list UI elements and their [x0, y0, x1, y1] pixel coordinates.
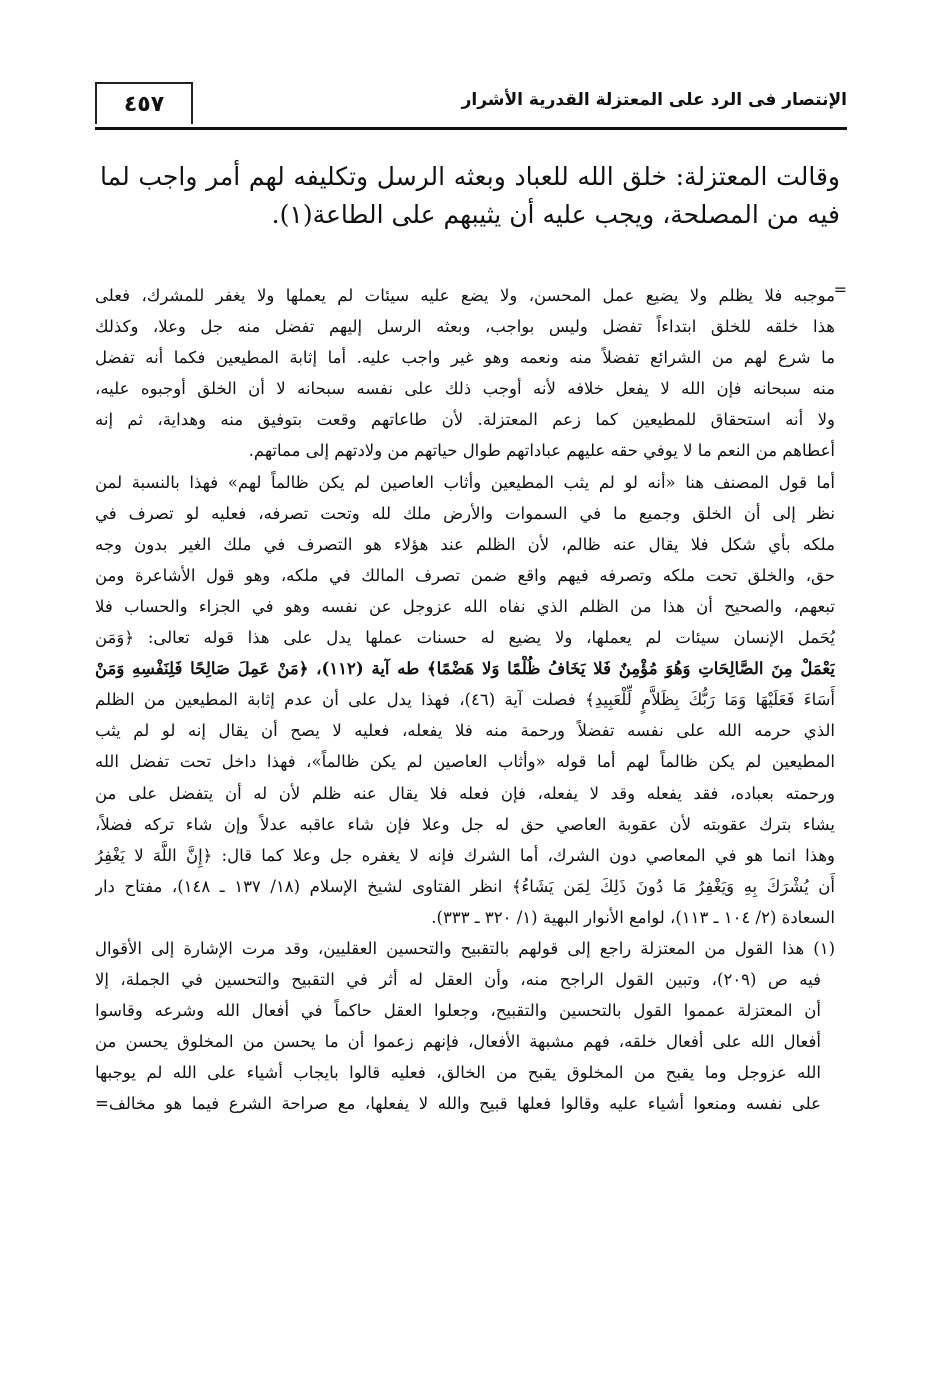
footnote-line: ورحمته بعباده، فقد يفعله وقد لا يفعله، فإن فعله فلا يقال عنه ظلم لأن له أن يتفضل على من [95, 783, 835, 803]
main-line: فيه من المصلحة، ويجب عليه أن يثيبهم على الطاعة(١). [271, 200, 840, 229]
footnote-line: أفعال الله على أفعال خلقه، فهم مشبهة الأفعال، فإنهم زعموا أن ما يحسن من المخلوق يحسن من [95, 1032, 821, 1052]
main-text [100, 158, 840, 234]
footnote-line: السعادة (٢/ ١٠٤ ـ ١١٣)، لوامع الأنوار البهية (١/ ٣٢٠ ـ ٣٣٣). [431, 907, 835, 927]
footnote-continuation [95, 280, 847, 467]
running-title: الإنتصار فى الرد على المعتزلة القدرية الأشرار [461, 90, 847, 110]
header-rule [95, 127, 847, 130]
footnote-line: ما شرع لهم من الشرائع تفضلاً منه ونعمه وهو غير واجب عليه. أما إثابة المطيعين فكما أنه تفضل [95, 348, 835, 368]
footnote-paragraph [95, 467, 835, 933]
footnote-line: على نفسه ومنعوا أشياء عليه وقالوا فعلها قبيح والله لا يفعلها، مع صراحة الشرع فيما هو مخالف= [95, 1094, 821, 1114]
footnote-line: يشاء بترك عقوبته لأن عقوبة العاصي حق له جل وعلا فإن شاء عاقبه عدلاً وإن شاء تركه فضلاً، [95, 814, 835, 834]
main-line: وقالت المعتزلة: خلق الله للعباد وبعثه الرسل وتكليفه لهم أمر واجب لما [100, 162, 840, 191]
footnote-line: (١) هذا القول من المعتزلة راجع إلى قولهم بالتقبيح والتحسين العقليين، وقد مرت الإشارة إلى الأقوال [95, 938, 835, 958]
footnote-line: أن المعتزلة عمموا القول بالتحسين والتقبيح، وجعلوا العقل حاكماً في أفعال الله وشرعه وقاسوا [95, 1001, 821, 1021]
footnote-line: موجبه فلا يظلم ولا يضيع عمل المحسن، ولا يضع عليه سيئات لم يعملها ولا يغفر للمشرك، فعلى [95, 286, 835, 305]
footnote-line: منه سبحانه فإن الله لا يفعل خلافه لأنه أوجب ذلك على نفسه سبحانه لا أن الخلق أوجبوه عليه، [95, 379, 835, 399]
footnote-line: الله عزوجل وما يقبح من المخلوق يقبح من الخالق، فعليه قالوا بايجاب أشياء على الله لم يوجبها [95, 1063, 821, 1083]
page-header [95, 82, 847, 128]
footnote-line: أَن يُشْرَكَ بِهِ وَيَغْفِرُ مَا دُونَ ذَلِكَ لِمَن يَشَاءُ﴾ انظر الفتاوى لشيخ الإسلام (١٨/ ١٣٧ ـ ١٤٨)، مفتاح دار [95, 876, 835, 896]
page-number: ٤٥٧ [95, 82, 193, 124]
footnote-line: ولا أنه استحقاق للمطيعين كما زعم المعتزلة. لأن طاعاتهم وقعت بتوفيق منه وهداية، ثم إنه [95, 410, 835, 430]
footnote-line: وهذا انما هو في المعاصي دون الشرك، أما الشرك فإنه لا يغفره جل وعلا كما قال: ﴿إِنَّ اللَّهَ لا يَغْفِرُ [95, 845, 835, 865]
footnote-line: ملكه بأي شكل فلا يقال عنه ظالم، لأن الظلم عند هؤلاء هو التصرف في ملك الغير بدون وجه [95, 534, 835, 554]
footnote-line: الذي حرمه الله على نفسه تفضلاً ورحمة منه فلا يفعله، فعليه لا يصح أن يقال إنه لو لم يثب [95, 721, 835, 741]
footnote-line: هذا خلقه للخلق ابتداءاً تفضل وليس بواجب، وبعثه الرسل إليهم تفضل منه جل وعلا، وكذلك [95, 317, 835, 337]
continuation-mark: = [833, 280, 847, 299]
footnote-line: المطيعين لم يكن ظالماً لهم أما قوله «وأثاب العاصين لم يكن ظالماً»، فهذا داخل تحت تفضل الله [95, 752, 835, 772]
footnote-line: أما قول المصنف هنا «أنه لو لم يثب المطيعين وأثاب العاصين لم يكن ظالماً لهم» فهذا بالنسبة لمن [95, 472, 835, 492]
footnotes [95, 280, 847, 1120]
footnote-line: نظر إلى أن الخلق وجميع ما في السموات والأرض ملك لله وتحت تصرفه، فعليه لو تصرف في [95, 503, 835, 523]
footnote-line: تبعهم، والصحيح أن هذا من الظلم الذي نفاه الله عزوجل عن نفسه وهو في الجزاء والحساب فلا [95, 596, 835, 616]
footnote-line: فيه ص (٢٠٩)، وتبين القول الراجح منه، وأن العقل له أثر في التقبيح والتحسين في الجملة، إلا [95, 970, 822, 990]
footnote-1 [95, 933, 835, 1120]
footnote-line: يُحَمل الإنسان سيئات لم يعملها، ولا يضيع له حسنات عملها يدل على هذا قوله تعالى: ﴿وَمَن [95, 628, 835, 648]
footnote-line: أَسَاءَ فَعَلَيْهَا وَمَا رَبُّكَ بِظَلاَّمٍ لِّلْعَبِيدِ﴾ فصلت آية (٤٦)، فهذا يدل على أن عدم إثابة المطيعين من الظلم [95, 690, 835, 710]
footnote-line: حق، والخلق تحت ملكه وتصرفه فيهم واقع ضمن تصرف المالك في ملكه، وهو قول الأشاعرة ومن [95, 565, 835, 585]
footnote-line: يَعْمَلْ مِنَ الصَّالِحَاتِ وَهُوَ مُؤْمِنٌ فَلا يَخَافُ ظُلْمًا وَلا هَضْمًا﴾ طه آية (١١٢)، ﴿مَنْ عَمِلَ صَالِحًا فَلِنَفْسِهِ وَمَنْ [95, 659, 835, 679]
footnote-line: أعطاهم من النعم ما لا يوفي حقه عليهم عباداتهم طوال حياتهم من ولادتهم إلى مماتهم. [248, 441, 835, 461]
